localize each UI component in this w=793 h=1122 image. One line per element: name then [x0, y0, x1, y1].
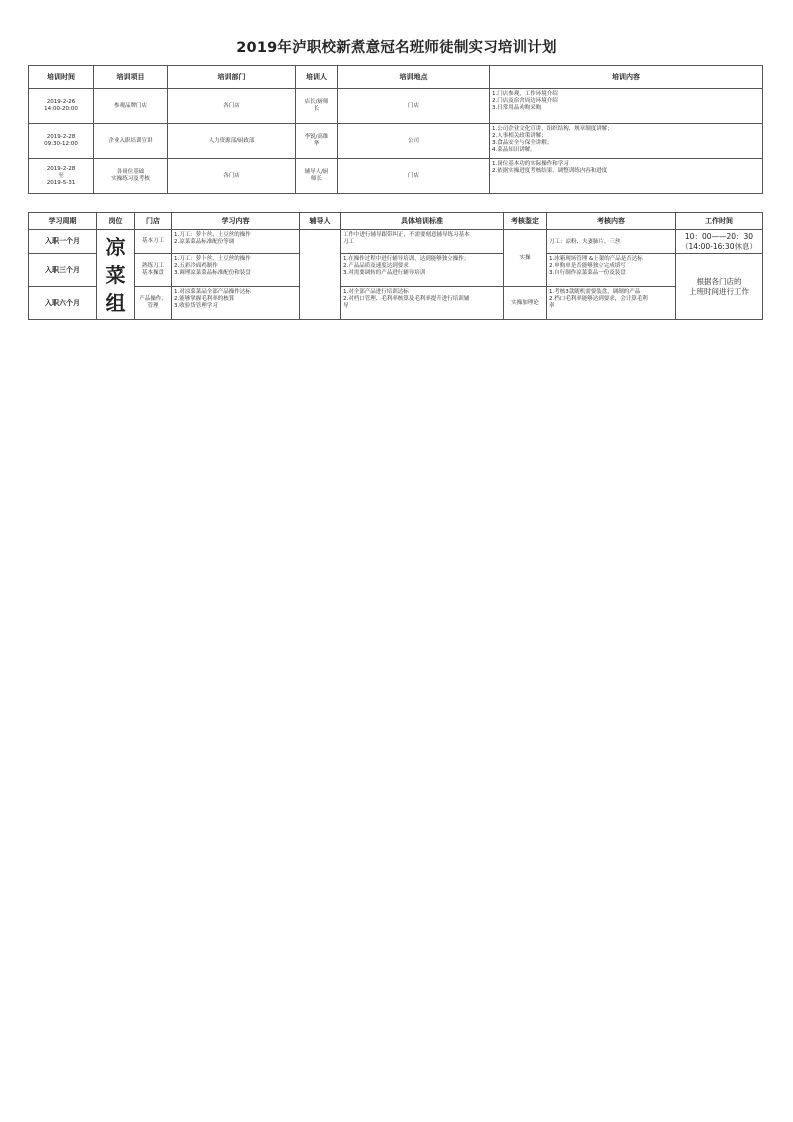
assess-content-cell: 1.考核3款随机需要装盘，调制的产品 2.档口毛利率能够达到要求，会计算毛利 率	[547, 287, 676, 320]
store-cell: 产品操作、 管理	[135, 287, 172, 320]
group-cell: 凉 菜 组	[97, 230, 135, 320]
dept-cell: 各门店	[168, 89, 296, 124]
assess-content-cell: 1.冰箱现场管理 &上架的产品是否达标 2.申购单是否能够独立完成填写 3.自行制作凉菜菜品一份及装盘	[547, 254, 676, 287]
col-header: 学习内容	[172, 213, 300, 230]
col-header: 培训项目	[94, 66, 168, 89]
trainer-cell: 李锐/高维 华	[296, 124, 338, 159]
dept-cell: 各门店	[168, 159, 296, 194]
store-cell: 基本刀工	[135, 230, 172, 254]
place-cell: 公司	[338, 124, 490, 159]
content-cell: 1.对凉菜菜品全部产品操作达标 2.能够掌握毛利率的核算 3.收验货管理学习	[172, 287, 300, 320]
col-header: 考核鉴定	[504, 213, 547, 230]
assess-cell: 实操加理论	[504, 287, 547, 320]
standard-cell: 1.对全部产品进行培训达标 2.对档口管理、毛利率核算及毛利率提升进行培训辅 导	[341, 287, 504, 320]
trainer-cell: 辅导人/厨 师长	[296, 159, 338, 194]
standard-cell: 工作中进行辅导跟带纠正，不需要刻意辅导练习基本 刀工	[341, 230, 504, 254]
col-header: 学习周期	[29, 213, 97, 230]
table-row	[29, 159, 763, 194]
col-header: 具体培训标准	[341, 213, 504, 230]
content-cell: 1.公司企业文化宣讲，组织结构、规章制度讲解； 2.人事相关政策讲解； 3.食品安全与保全讲解； 4.菜品知识讲解。	[490, 124, 763, 159]
assess-content-cell: 刀工：凉粉、夫妻肺片、三丝	[547, 230, 676, 254]
apprenticeship-plan-table	[28, 212, 763, 320]
mentor-cell	[300, 230, 341, 320]
item-cell: 各岗位基础 实操练习及考核	[94, 159, 168, 194]
trainer-cell: 店长/厨师 长	[296, 89, 338, 124]
col-header: 培训时间	[29, 66, 94, 89]
col-header: 考核内容	[547, 213, 676, 230]
period-cell: 入职一个月	[29, 230, 97, 254]
content-cell: 1.刀工：萝卜丝、土豆丝的操作 2.凉菜菜品标准配份等调	[172, 230, 300, 254]
time-cell: 2019-2-28 09:30-12:00	[29, 124, 94, 159]
work-time-cell: 10：00——20：30 （14:00-16:30休息）	[676, 230, 763, 254]
item-cell: 参观品牌门店	[94, 89, 168, 124]
table-header-row	[29, 213, 763, 230]
period-cell: 入职六个月	[29, 287, 97, 320]
col-header: 培训内容	[490, 66, 763, 89]
assess-cell: 实操	[504, 230, 547, 287]
table-row	[29, 287, 763, 320]
content-cell: 1.门店参观，工作环境介绍 2.门店及宿舍周边环境介绍 3.日常用品劝购采购	[490, 89, 763, 124]
col-header: 门店	[135, 213, 172, 230]
page-title: 2019年泸职校新煮意冠名班师徒制实习培训计划	[236, 40, 557, 56]
col-header: 培训人	[296, 66, 338, 89]
col-header: 辅导人	[300, 213, 341, 230]
place-cell: 门店	[338, 159, 490, 194]
col-header: 工作时间	[676, 213, 763, 230]
time-cell: 2019-2-28 至 2019-5-31	[29, 159, 94, 194]
content-cell: 1.刀工：萝卜丝、土豆丝的操作 2.五彩冷面鸡制作 3.调理凉菜菜品标准配份和装盘	[172, 254, 300, 287]
period-cell: 入职三个月	[29, 254, 97, 287]
table-row	[29, 230, 763, 254]
table-header-row	[29, 66, 763, 89]
col-header: 岗位	[97, 213, 135, 230]
store-cell: 熟练刀工 基本操盘	[135, 254, 172, 287]
dept-cell: 人力资源部/厨政部	[168, 124, 296, 159]
time-cell: 2019-2-26 14:00-20:00	[29, 89, 94, 124]
col-header: 培训地点	[338, 66, 490, 89]
content-cell: 1.岗位基本功的实际操作和学习 2.依据实操进度考核结果，调整训练内容和进度	[490, 159, 763, 194]
place-cell: 门店	[338, 89, 490, 124]
col-header: 培训部门	[168, 66, 296, 89]
work-note-cell: 根据各门店的 上班时间进行工作	[676, 254, 763, 320]
item-cell: 企业入职培训宣讲	[94, 124, 168, 159]
table-row	[29, 254, 763, 287]
table-row	[29, 124, 763, 159]
table-row	[29, 89, 763, 124]
training-schedule-table	[28, 65, 763, 194]
standard-cell: 1.在操作过程中进行辅导培训，达到能够独立操作； 2.产品品质及速度达到要求 3.对需要调转的产品进行辅导培训	[341, 254, 504, 287]
